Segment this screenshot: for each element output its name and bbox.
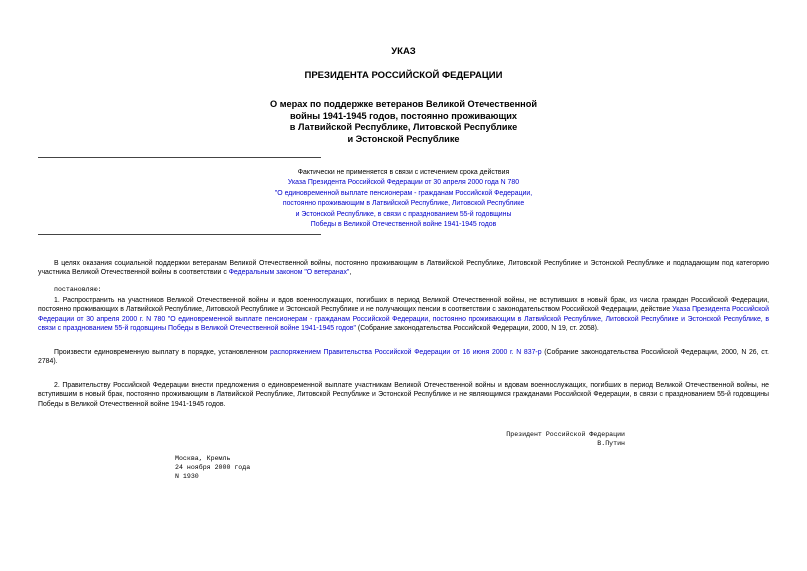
note-link-line-2[interactable]: Указа Президента Российской Федерации от 30 апреля 2000 года N 780 xyxy=(287,179,520,187)
issue-details xyxy=(175,454,250,482)
paragraph-payment xyxy=(38,348,769,367)
paragraph-2: 2. Правительству Российской Федерации внести предложения о единовременной выплате участникам Великой Отечественной войны и вдовам военнослужащих, погибших в период Великой Отечественной войны, не вступившим в новый брак, постоянно проживающим в Латвийской Республике, Литовской Республике и Эстонской Республике и не являющимся гражданами Российской Федерации, в связи с празднованием 55-й годовщины Победы в Великой Отечественной войне 1941-1945 годов. xyxy=(38,382,769,408)
note-link-line-5[interactable]: и Эстонской Республике, в связи с празднованием 55-й годовщины xyxy=(295,210,512,218)
decree-780-link[interactable]: Указа Президента Российской Федерации от 30 апреля 2000 г. N 780 "О единовременной выплате пенсионерам - гражданам Российской Федерации, постоянно проживающим в Латвийской Республике, Литовской Республике и Эстонской Республике, в связи с празднованием 55-й годовщины Победы в Великой Отечественной войне 1941-1945 годов" xyxy=(38,306,769,333)
preamble-text: В целях оказания социальной поддержки ветеранам Великой Отечественной войны, постоянно проживающим в Латвийской Республике, Литовской Республике и Эстонской Республике и подпадающим под категорию участника Великой Отечественной войны в соответствии с xyxy=(38,260,769,277)
note-line-1: Фактически не применяется в связи с истечением срока действия xyxy=(297,169,510,176)
status-note xyxy=(240,168,567,230)
title-line-2: войны 1941-1945 годов, постоянно проживающих xyxy=(289,110,518,121)
note-link-line-4[interactable]: постоянно проживающим в Латвийской Республике, Литовской Республике xyxy=(282,200,525,208)
signatory-name: В.Путин xyxy=(597,440,625,448)
issue-place: Москва, Кремль xyxy=(175,455,231,462)
issuer-heading: ПРЕЗИДЕНТА РОССИЙСКОЙ ФЕДЕРАЦИИ xyxy=(304,70,503,81)
government-order-link[interactable]: распоряжением Правительства Российской Федерации от 16 июня 2000 г. N 837-р xyxy=(270,349,542,356)
preamble-end: , xyxy=(349,269,352,277)
paragraph-1-end: (Собрание законодательства Российской Федерации, 2000, N 19, ст. 2058). xyxy=(355,325,599,333)
title-line-4: и Эстонской Республике xyxy=(347,133,460,144)
note-link-line-3[interactable]: "О единовременной выплате пенсионерам - гражданам Российской Федерации, xyxy=(274,189,533,197)
signature-block xyxy=(500,430,625,448)
payment-end: (Собрание законодательства Российской Федерации, 2000, N 26, ст. 2784). xyxy=(38,349,769,366)
document-type-heading: УКАЗ xyxy=(391,46,416,57)
veterans-law-link[interactable]: Федеральным законом "О ветеранах" xyxy=(228,269,350,277)
title-line-3: в Латвийской Республике, Литовской Республике xyxy=(289,122,518,132)
signatory-position: Президент Российской Федерации xyxy=(506,431,625,438)
paragraph-1-text: 1. Распространить на участников Великой Отечественной войны и вдов военнослужащих, погибших в период Великой Отечественной войны, не вступивших в новый брак, из числа граждан Российской Федерации, постоянно проживающих в Латвийской Республике, Литовской Республике и Эстонской Республике и не получающих пенсии в соответствии с законодательством Российской Федерации, действие xyxy=(38,297,769,314)
top-divider xyxy=(38,157,321,158)
paragraph-preamble xyxy=(38,259,769,278)
decree-word: постановляю: xyxy=(54,286,102,293)
issue-date: 24 ноября 2000 года xyxy=(175,464,251,472)
document-title xyxy=(240,99,567,145)
payment-text: Произвести единовременную выплату в порядке, установленном xyxy=(54,349,270,356)
bottom-divider xyxy=(38,234,321,235)
title-line-1: О мерах по поддержке ветеранов Великой Отечественной xyxy=(270,99,537,109)
note-link-line-6[interactable]: Победы в Великой Отечественной войне 1941-1945 годов xyxy=(310,221,497,229)
issue-number: N 1930 xyxy=(175,473,199,481)
paragraph-1 xyxy=(38,296,769,334)
